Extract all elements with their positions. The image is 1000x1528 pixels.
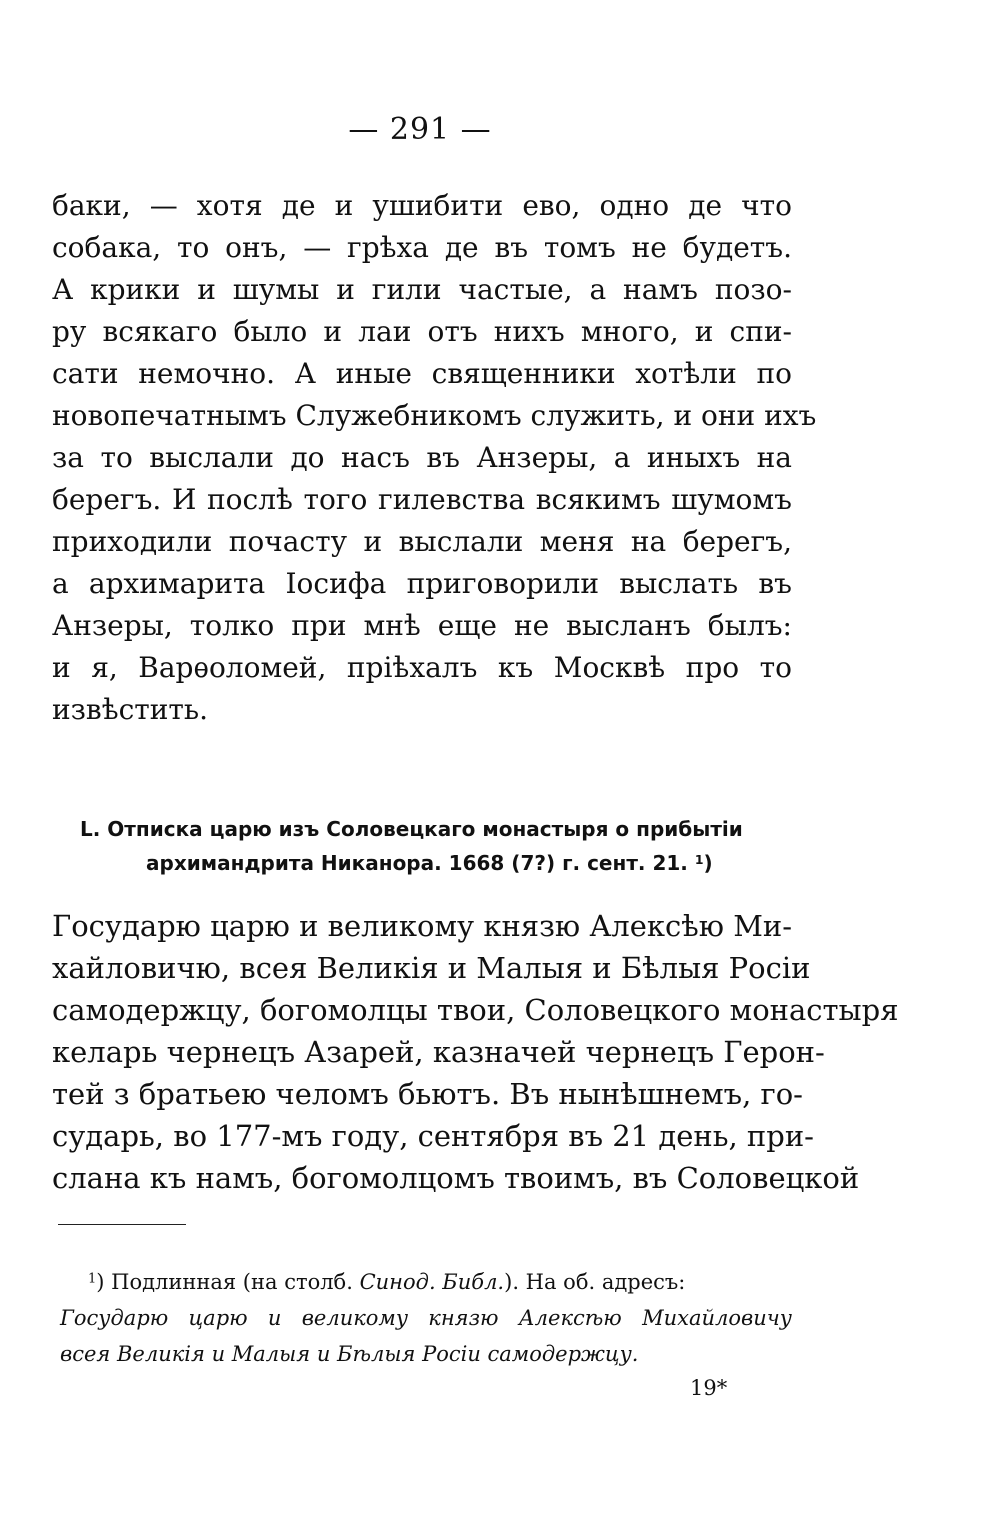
footnote-line-1: [60, 1264, 792, 1300]
footnote-source-italic: Синод. Библ.: [359, 1270, 505, 1294]
text-line: за то выслали до насъ въ Анзеры, а иныхъ на: [52, 441, 792, 474]
heading-line-2: [80, 846, 780, 880]
text-line: приходили почасту и выслали меня на берегъ,: [52, 525, 792, 558]
text-line: сударь, во 177-мъ году, сентября въ 21 день, при-: [52, 1119, 814, 1153]
footnote-divider: [58, 1224, 186, 1225]
heading-line-2-text: архимандрита Никанора. 1668 (7?) г. сент. 21.: [146, 851, 688, 875]
footnote-reference: 1: [694, 851, 704, 867]
page-number: — 291 —: [348, 112, 492, 147]
text-line: тей з братьею челомъ бьютъ. Въ нынѣшнемъ, го-: [52, 1077, 803, 1111]
paragraph-continuation: [52, 185, 817, 731]
footnote-mark: 1: [88, 1271, 97, 1287]
text-line: келарь чернецъ Азарей, казначей чернецъ Герон-: [52, 1035, 825, 1069]
text-line: и я, Варѳоломей, пріѣхалъ къ Москвѣ про то: [52, 651, 792, 684]
text-line: баки, — хотя де и ушибити ево, одно де что: [52, 189, 792, 222]
text-line: ру всякаго было и лаи отъ нихъ много, и спи-: [52, 315, 792, 348]
signature-mark: 19*: [690, 1376, 728, 1400]
text-line: берегъ. И послѣ того гилевства всякимъ шумомъ: [52, 483, 792, 516]
footnote-reference-paren: ): [703, 851, 713, 875]
text-line: А крики и шумы и гили частые, а намъ позо-: [52, 273, 792, 306]
text-line: самодержцу, богомолцы твои, Соловецкого монастыря: [52, 993, 899, 1027]
text-line: новопечатнымъ Служебникомъ служить, и они ихъ: [52, 399, 817, 432]
footnote: [60, 1264, 792, 1372]
paragraph-letter: [52, 905, 899, 1199]
footnote-line-3: всея Великія и Малыя и Бѣлыя Росіи самодержцу.: [60, 1342, 639, 1366]
heading-line-1: L. Отписка царю изъ Соловецкаго монастыря о прибытіи: [80, 817, 743, 841]
text-line: Государю царю и великому князю Алексѣю Ми-: [52, 909, 793, 943]
text-line: сати немочно. А иные священники хотѣли по: [52, 357, 792, 390]
footnote-line-2: Государю царю и великому князю Алексѣю Михайловичу: [60, 1306, 792, 1330]
text-line: извѣстить.: [52, 693, 209, 726]
section-heading: [80, 812, 780, 880]
footnote-text-b: ). На об. адресъ:: [504, 1270, 686, 1294]
text-line: Анзеры, толко при мнѣ еще не высланъ былъ:: [52, 609, 792, 642]
text-line: собака, то онъ, — грѣха де въ томъ не будетъ.: [52, 231, 792, 264]
text-line: а архимарита Іосифа приговорили выслать въ: [52, 567, 792, 600]
text-line: хайловичю, всея Великія и Малыя и Бѣлыя Росіи: [52, 951, 811, 985]
text-line: слана къ намъ, богомолцомъ твоимъ, въ Соловецкой: [52, 1161, 860, 1195]
footnote-text-a: ) Подлинная (на столб.: [96, 1270, 360, 1294]
